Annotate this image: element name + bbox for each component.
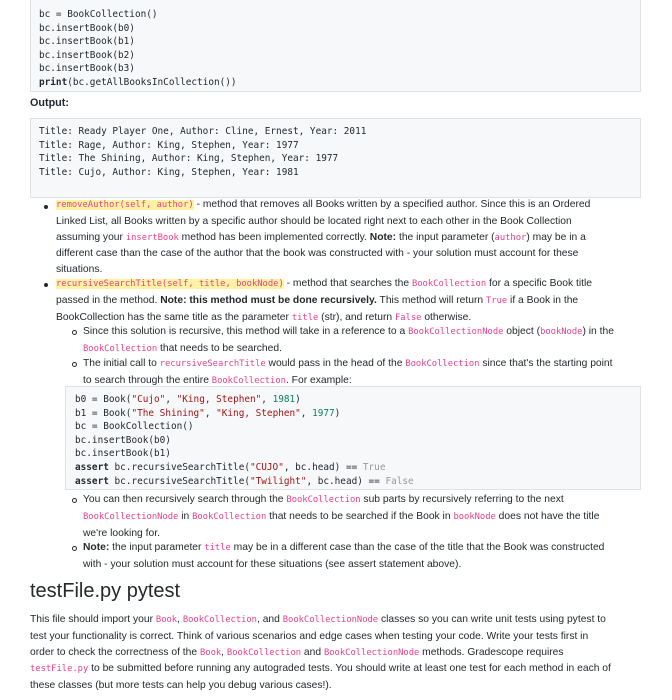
remove-author-description: removeAuthor(self, author) - method that removes all Books written by a specified author. Since this is an Ordered Linked List, all Books written by a specific author should be located right next to each other in the Book Collection assuming your insertBook method has been implemented correctly. Note: the input parameter (author) may be in a different case than the case of the author that the book was constructed with - your solution must account for these situations.	[56, 199, 591, 276]
sub-bullet	[72, 362, 77, 367]
sub-bullet	[72, 546, 77, 551]
code-line: b0 = Book("Cujo", "King, Stephen", 1981)	[75, 394, 301, 405]
code-line: print(bc.getAllBooksInCollection())	[39, 76, 237, 88]
code-line: bc.insertBook(b1)	[75, 448, 171, 460]
output-line: Title: Rage, Author: King, Stephen, Year: 1977	[39, 139, 299, 151]
code-line: bc.insertBook(b2)	[39, 49, 135, 61]
sub-bullet	[72, 498, 77, 503]
remove-author-signature: removeAuthor(self, author)	[56, 200, 194, 210]
code-line: bc = BookCollection()	[39, 9, 158, 20]
recursive-search-signature: recursiveSearchTitle(self, title, bookNode)	[56, 279, 284, 289]
sub-point-title-case-note: Note: the input parameter title may be in a different case than the case of the title that the Book was constructed with - your solution must account for these situations (see assert statement above).	[83, 542, 605, 570]
output-label: Output:	[30, 97, 69, 109]
code-line: b1 = Book("The Shining", "King, Stephen", 1977)	[75, 407, 341, 419]
output-block	[30, 118, 641, 198]
testfile-description: This file should import your Book, BookCollection, and BookCollectionNode classes so you can write unit tests using pytest to test your functionality is correct. Think of various scenarios and edge cases when testing your code. Write your tests first in order to check the correctness of the Book, BookCollection and BookCollectionNode methods. Gradescope requires testFile.py to be submitted before running any autograded tests. You should write at least one test for each method in each of these classes (but more tests can help you debug various cases!).	[30, 614, 611, 692]
output-line: Title: Cujo, Author: King, Stephen, Year: 1981	[39, 166, 299, 178]
code-line: bc.insertBook(b0)	[39, 22, 135, 34]
code-block-example	[65, 386, 641, 490]
sub-bullet	[72, 330, 77, 335]
code-line: bc = BookCollection()	[75, 421, 194, 433]
recursive-search-description: recursiveSearchTitle(self, title, bookNode) - method that searches the BookCollection for a specific Book title passed in the method. Note: this method must be done recursively. This method will return True if a Book in the BookCollection has the same title as the parameter title (str), and return False otherwise.	[56, 278, 592, 323]
code-block-insert	[30, 0, 641, 92]
code-line: assert bc.recursiveSearchTitle("CUJO", bc.head) == True	[75, 461, 386, 473]
code-line: bc.insertBook(b3)	[39, 63, 135, 75]
sub-point-initial-call: The initial call to recursiveSearchTitle would pass in the head of the BookCollection since that's the starting point to search through the entire BookCollection. For example:	[83, 358, 613, 386]
sub-point-recursive-traverse: You can then recursively search through the BookCollection sub parts by recursively referring to the next BookCollectionNode in BookCollection that needs to be searched if the Book in bookNode does not have the title we're looking for.	[83, 494, 600, 539]
bullet-dot	[44, 205, 48, 209]
output-line: Title: The Shining, Author: King, Stephen, Year: 1977	[39, 153, 339, 165]
code-line: bc.insertBook(b0)	[75, 434, 171, 446]
code-line: bc.insertBook(b1)	[39, 36, 135, 48]
bullet-dot	[44, 283, 48, 287]
sub-point-recursive-reference: Since this solution is recursive, this method will take in a reference to a BookCollectionNode object (bookNode) in the BookCollection that needs to be searched.	[83, 326, 614, 354]
code-line: assert bc.recursiveSearchTitle("Twilight", bc.head) == False	[75, 475, 414, 487]
section-heading: testFile.py pytest	[30, 580, 181, 602]
output-line: Title: Ready Player One, Author: Cline, Ernest, Year: 2011	[39, 126, 367, 137]
